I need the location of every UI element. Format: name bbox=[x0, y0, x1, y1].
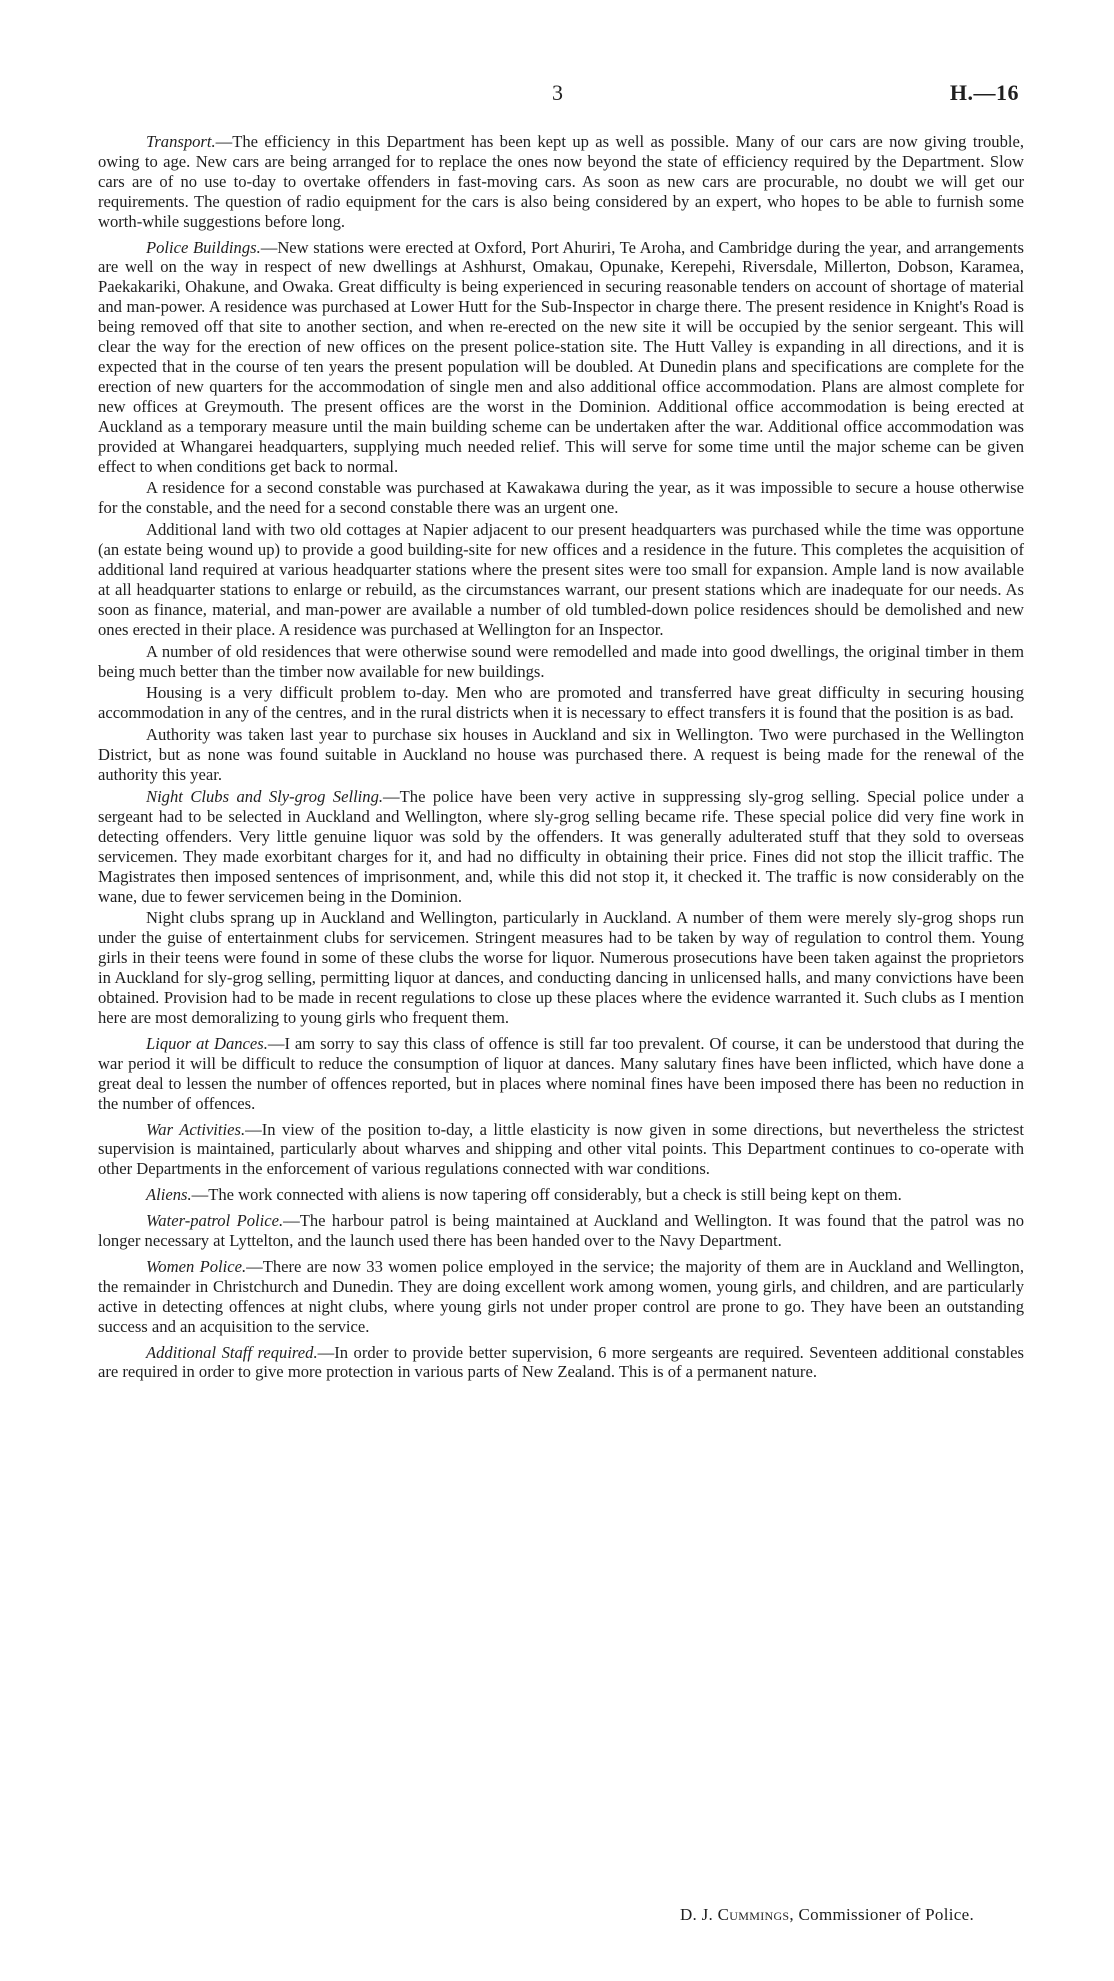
paragraph-text: A number of old residences that were otherwise sound were remodelled and made into good dwellings, the original timber in them being much better than the timber now available for new buildings. bbox=[98, 641, 1024, 681]
paragraph-text: —In view of the position to-day, a little elasticity is now given in some directions, but nevertheless the strictest supervision is maintained, particularly about wharves and shipping and other vital points. This Department continues to co-operate with other Departments in the enforcement of various regulations connected with war conditions. bbox=[98, 1119, 1024, 1179]
paragraph-text: —I am sorry to say this class of offence is still far too prevalent. Of course, it can be understood that during the war period it will be difficult to reduce the consumption of liquor at dances. Many salutary fines have been inflicted, which have done a great deal to lessen the number of offences reported, but in places where nominal fines have been imposed there has been no reduction in the number of offences. bbox=[98, 1033, 1024, 1113]
signatory-title: Commissioner of Police. bbox=[798, 1905, 974, 1924]
page-number: 3 bbox=[552, 80, 563, 105]
paragraph-lead: War Activities. bbox=[146, 1119, 246, 1139]
paragraph-water-patrol bbox=[98, 1211, 1024, 1251]
paragraph-police-buildings bbox=[98, 238, 1024, 477]
signature-block bbox=[680, 1905, 974, 1925]
body-text bbox=[98, 132, 1024, 1388]
paragraph-additional-staff bbox=[98, 1343, 1024, 1383]
paragraph-text: Authority was taken last year to purchase six houses in Auckland and six in Wellington. Two were purchased in the Wellington District, but as none was found suitable in Auckland no house was purchased there. A request is being made for the renewal of the authority this year. bbox=[98, 725, 1024, 785]
paragraph-war-activities bbox=[98, 1120, 1024, 1180]
paragraph-lead: Water-patrol Police. bbox=[146, 1211, 284, 1231]
paragraph-night-clubs bbox=[98, 908, 1024, 1027]
paragraph-lead: Night Clubs and Sly-grog Selling. bbox=[146, 787, 384, 806]
paragraph-napier-land bbox=[98, 520, 1024, 639]
paragraph-text: A residence for a second constable was purchased at Kawakawa during the year, as it was impossible to secure a house otherwise for the constable, and the need for a second constable there was an urgent one. bbox=[98, 478, 1024, 518]
paragraph-sly-grog bbox=[98, 787, 1024, 906]
paragraph-lead: Additional Staff required. bbox=[146, 1342, 318, 1362]
paragraph-lead: Women Police. bbox=[146, 1256, 247, 1276]
paragraph-lead: Aliens. bbox=[146, 1185, 192, 1205]
paragraph-women-police bbox=[98, 1257, 1024, 1337]
paragraph-authority bbox=[98, 725, 1024, 785]
paragraph-lead: Police Buildings. bbox=[146, 237, 261, 257]
paragraph-remodelled bbox=[98, 642, 1024, 682]
paragraph-text: —There are now 33 women police employed in the service; the majority of them are in Auckland and Wellington, the remainder in Christchurch and Dunedin. They are doing excellent work among women, young girls, and children, and are particularly active in detecting offences at night clubs, where young girls not under proper control are prone to go. They have been an outstanding success and an acquisition to the service. bbox=[98, 1256, 1024, 1336]
paragraph-text: —In order to provide better supervision, 6 more sergeants are required. Seventeen additional constables are required in order to give more protection in various parts of New Zealand. This is of a permanent nature. bbox=[98, 1342, 1024, 1382]
paragraph-liquor-dances bbox=[98, 1034, 1024, 1114]
paragraph-housing bbox=[98, 683, 1024, 723]
paragraph-text: Night clubs sprang up in Auckland and Wellington, particularly in Auckland. A number of them were merely sly-grog shops run under the guise of entertainment clubs for servicemen. Stringent measures had to be taken by way of regulation to control them. Young girls in their teens were found in some of these clubs the worse for liquor. Numerous prosecutions have been taken against the proprietors in Auckland for sly-grog selling, permitting liquor at dances, and conducting dancing in unlicensed halls, and many convictions have been obtained. Provision had to be made in recent regulations to close up these places where the evidence warranted it. Such clubs as I mention here are most demoralizing to young girls who frequent them. bbox=[98, 908, 1024, 1027]
paragraph-text: Additional land with two old cottages at Napier adjacent to our present headquarters was purchased while the time was opportune (an estate being wound up) to provide a good building-site for new offices and a residence in the future. This completes the acquisition of additional land required at various headquarter stations where the present sites were too small for expansion. Ample land is now available at all headquarter stations to enlarge or rebuild, as the circumstances warrant, our present stations which are inadequate for our needs. As soon as finance, material, and man-power are available a number of old tumbled-down police residences should be demolished and new ones erected in their place. A residence was purchased at Wellington for an Inspector. bbox=[98, 520, 1024, 639]
paragraph-text: —The police have been very active in suppressing sly-grog selling. Special police under a sergeant had to be selected in Auckland and Wellington, where sly-grog selling became rife. These special police did very fine work in detecting offenders. Very little genuine liquor was sold by the offenders. It was generally adulterated stuff that they sold to overseas servicemen. They made exorbitant charges for it, and had no difficulty in obtaining their price. Fines did not stop the illicit traffic. The Magistrates then imposed sentences of imprisonment, and, while this did not stop it, it checked it. The traffic is now considerably on the wane, due to fewer servicemen being in the Dominion. bbox=[98, 787, 1024, 906]
paragraph-text: —The harbour patrol is being maintained at Auckland and Wellington. It was found that the patrol was no longer necessary at Lyttelton, and the launch used there has been handed over to the Navy Department. bbox=[98, 1211, 1024, 1251]
signatory-name: D. J. Cummings, bbox=[679, 1905, 794, 1924]
paragraph-kawakawa bbox=[98, 478, 1024, 518]
paragraph-text: Housing is a very difficult problem to-day. Men who are promoted and transferred have great difficulty in securing housing accommodation in any of the centres, and in the rural districts when it is necessary to effect transfers it is found that the position is as bad. bbox=[98, 683, 1024, 723]
page-header bbox=[0, 80, 1114, 110]
paragraph-transport bbox=[98, 132, 1024, 232]
paragraph-text: —The work connected with aliens is now tapering off considerably, but a check is still being kept on them. bbox=[191, 1185, 902, 1205]
document-reference: H.—16 bbox=[949, 80, 1019, 105]
paragraph-lead: Transport. bbox=[146, 132, 216, 151]
paragraph-text: —The efficiency in this Department has been kept up as well as possible. Many of our cars are now giving trouble, owing to age. New cars are being arranged for to replace the ones now beyond the state of efficiency required by the Department. Slow cars are of no use to-day to overtake offenders in fast-moving cars. As soon as new cars are procurable, no doubt we will get our requirements. The question of radio equipment for the cars is also being considered by an expert, who hopes to be able to furnish some worth-while suggestions before long. bbox=[98, 132, 1024, 231]
paragraph-aliens bbox=[98, 1185, 1024, 1205]
paragraph-text: —New stations were erected at Oxford, Port Ahuriri, Te Aroha, and Cambridge during the year, and arrangements are well on the way in respect of new dwellings at Ashhurst, Omakau, Opunake, Kerepehi, Riversdale, Millerton, Dobson, Karamea, Paekakariki, Ohakune, and Owaka. Great difficulty is being experienced in securing reasonable tenders on account of shortage of material and man-power. A residence was purchased at Lower Hutt for the Sub-Inspector in charge there. The present residence in Knight's Road is being removed off that site to another section, and when re-erected on the new site it will be occupied by the senior sergeant. This will clear the way for the erection of new offices on the present police-station site. The Hutt Valley is expanding in all directions, and it is expected that in the course of ten years the present population will be doubled. At Dunedin plans and specifications are complete for the erection of new quarters for the accommodation of single men and also additional office accommodation. Plans are almost complete for new offices at Greymouth. The present offices are the worst in the Dominion. Additional office accommodation is being erected at Auckland as a temporary measure until the main building scheme can be undertaken after the war. Additional office accommodation was provided at Whangarei headquarters, supplying much needed relief. This will serve for some time until the major scheme can be given effect to when conditions get back to normal. bbox=[98, 237, 1024, 476]
paragraph-lead: Liquor at Dances. bbox=[146, 1033, 268, 1053]
